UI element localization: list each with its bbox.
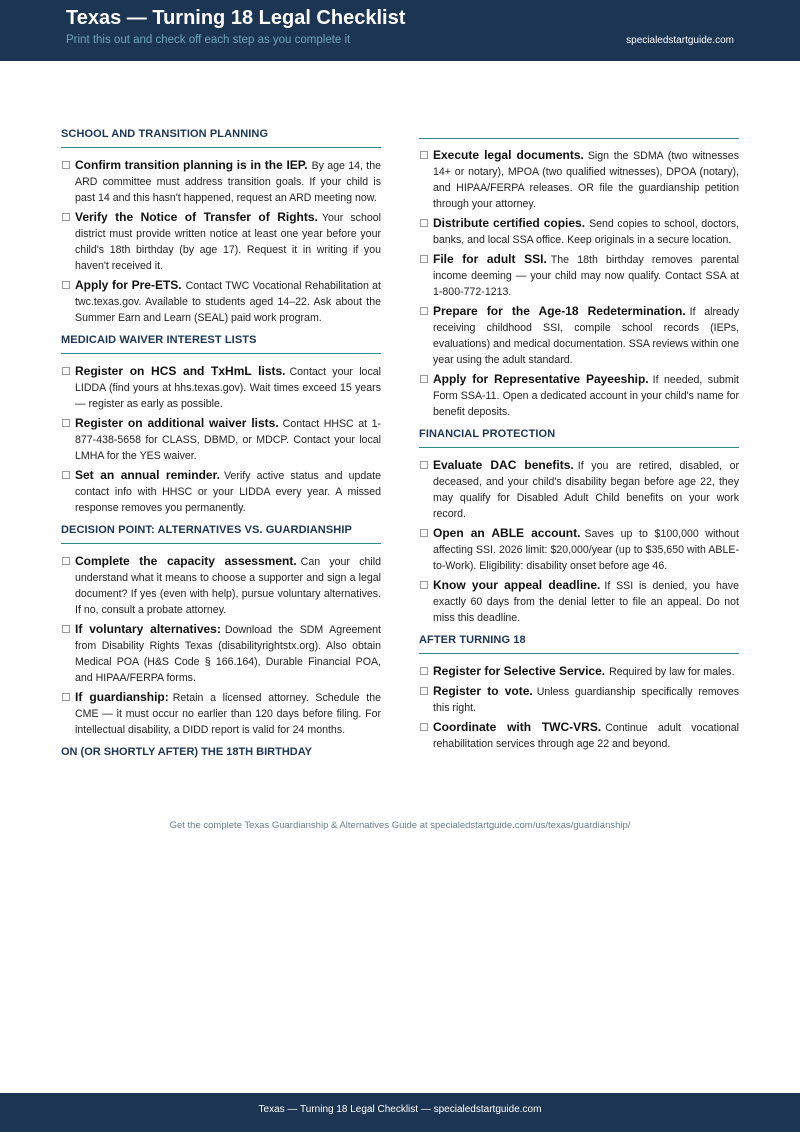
checkbox-icon[interactable] [420, 461, 428, 469]
item-description: By age 14, the ARD committee must address transition goals. If your child is past 14 and this hasn't happened, request an ARD meeting now. [75, 160, 381, 204]
item-description: Send copies to school, doctors, banks, and local SSA office. Keep originals in a secure location. [433, 218, 739, 246]
item-description: Contact HHSC at 1-877-438-5658 for CLASS, DBMD, or MDCP. Contact your local LMHA for the YES waiver. [75, 418, 381, 462]
item-description: If you are retired, disabled, or deceased, and your child's disability began before age 22, they may qualify for Disabled Adult Child benefits on your work record. [433, 460, 739, 520]
checkbox-icon[interactable] [62, 281, 70, 289]
section-title: FINANCIAL PROTECTION [419, 428, 739, 448]
item-description: Contact TWC Vocational Rehabilitation at twc.texas.gov. Available to students aged 14–22. Ask about the Summer Earn and Learn (SEAL) paid work program. [75, 280, 381, 324]
checkbox-icon[interactable] [420, 375, 428, 383]
page-title: Texas — Turning 18 Legal Checklist [66, 7, 406, 29]
checkbox-icon[interactable] [62, 419, 70, 427]
item-description: If already receiving childhood SSI, compile school records (IEPs, evaluations) and medical documentation. SSA reviews within one year using the adult standard. [433, 306, 739, 366]
item-heading: Open an ABLE account. [433, 526, 581, 540]
page-header [0, 0, 800, 61]
checklist-item [61, 277, 381, 326]
item-heading: File for adult SSI. [433, 252, 547, 266]
section-title: ON (OR SHORTLY AFTER) THE 18TH BIRTHDAY [61, 746, 312, 758]
item-heading: Apply for Pre-ETS. [75, 278, 182, 292]
checklist-item [419, 683, 739, 716]
item-heading: Apply for Representative Payeeship. [433, 372, 649, 386]
checkbox-icon[interactable] [420, 219, 428, 227]
checkbox-icon[interactable] [420, 667, 428, 675]
guide-link[interactable]: Get the complete Texas Guardianship & Alternatives Guide at specialedstartguide.com/us/texas/guardianship/ [169, 820, 631, 831]
checkbox-icon[interactable] [62, 557, 70, 565]
checklist-item [61, 157, 381, 206]
item-heading: Set an annual reminder. [75, 468, 220, 482]
checklist-section [61, 334, 381, 516]
section-divider [419, 138, 739, 139]
checklist-section [419, 147, 739, 420]
checklist-item [419, 577, 739, 626]
item-heading: Register for Selective Service. [433, 664, 606, 678]
item-description: Can your child understand what it means to choose a supporter and sign a legal document? If yes (even with help), pursue voluntary alternatives. If no, consult a probate attorney. [75, 556, 381, 616]
checklist-item [419, 525, 739, 574]
item-description: Sign the SDMA (two witnesses 14+ or notary), MPOA (two qualified witnesses), DPOA (notary), and HIPAA/FERPA releases. OR file the guardianship petition through your attorney. [433, 150, 739, 210]
left-column [61, 128, 381, 758]
checkbox-icon[interactable] [420, 687, 428, 695]
item-heading: Know your appeal deadline. [433, 578, 601, 592]
right-column [419, 126, 739, 760]
checkbox-icon[interactable] [420, 529, 428, 537]
checklist-item [61, 363, 381, 412]
checklist-item [419, 371, 739, 420]
checklist-item [419, 147, 739, 212]
item-heading: Evaluate DAC benefits. [433, 458, 574, 472]
checkbox-icon[interactable] [62, 213, 70, 221]
item-heading: Verify the Notice of Transfer of Rights. [75, 210, 318, 224]
checklist-item [61, 209, 381, 274]
checklist-section [419, 634, 739, 752]
item-description: Unless guardianship specifically removes this right. [433, 686, 740, 714]
section-title: SCHOOL AND TRANSITION PLANNING [61, 128, 381, 148]
checkbox-icon[interactable] [420, 151, 428, 159]
item-heading: Confirm transition planning is in the IEP. [75, 158, 308, 172]
page-subtitle: Print this out and check off each step as you complete it [66, 34, 351, 46]
item-heading: If voluntary alternatives: [75, 622, 221, 636]
checklist-item [419, 251, 739, 300]
checklist-item [61, 621, 381, 686]
item-description: If SSI is denied, you have exactly 60 days from the denial letter to file an appeal. Do not miss this deadline. [433, 580, 739, 624]
section-title: MEDICAID WAIVER INTEREST LISTS [61, 334, 381, 354]
page-footer [0, 1093, 800, 1132]
item-description: Retain a licensed attorney. Schedule the CME — it must occur no earlier than 120 days before filing. For intellectual disability, a DIDD report is valid for 24 months. [75, 692, 382, 736]
checklist-item [61, 553, 381, 618]
item-description: Contact your local LIDDA (find yours at hhs.texas.gov). Wait times exceed 15 years — register as early as possible. [75, 366, 381, 410]
checklist-section [61, 524, 381, 738]
checklist-item [61, 689, 381, 738]
item-description: Continue adult vocational rehabilitation services through age 22 and beyond. [433, 722, 740, 750]
checklist-item [419, 719, 739, 752]
item-description: If needed, submit Form SSA-11. Open a dedicated account in your child's name for benefit deposits. [433, 374, 739, 418]
checkbox-icon[interactable] [62, 693, 70, 701]
item-description: Download the SDM Agreement from Disability Rights Texas (disabilityrightstx.org). Also obtain Medical POA (H&S Code § 166.164), Durable Financial POA, and HIPAA/FERPA forms. [75, 624, 381, 684]
checklist-item [419, 215, 739, 248]
checklist-section [61, 128, 381, 326]
item-description: Required by law for males. [609, 666, 735, 678]
checkbox-icon[interactable] [62, 161, 70, 169]
footer-text: Texas — Turning 18 Legal Checklist — specialedstartguide.com [258, 1104, 542, 1115]
item-heading: Register on additional waiver lists. [75, 416, 279, 430]
checkbox-icon[interactable] [420, 307, 428, 315]
checklist-item [419, 663, 739, 680]
item-description: Verify active status and update contact info with HHSC or your LIDDA every year. A missed response removes you permanently. [75, 470, 381, 514]
checklist-item [61, 415, 381, 464]
checkbox-icon[interactable] [420, 581, 428, 589]
item-heading: Prepare for the Age-18 Redetermination. [433, 304, 686, 318]
checklist-section [419, 428, 739, 626]
checkbox-icon[interactable] [420, 255, 428, 263]
checklist-item [419, 457, 739, 522]
checkbox-icon[interactable] [62, 471, 70, 479]
checkbox-icon[interactable] [62, 625, 70, 633]
item-heading: Register to vote. [433, 684, 533, 698]
item-heading: Complete the capacity assessment. [75, 554, 297, 568]
item-heading: Register on HCS and TxHmL lists. [75, 364, 286, 378]
section-title: AFTER TURNING 18 [419, 634, 739, 654]
checklist-item [61, 467, 381, 516]
item-heading: Execute legal documents. [433, 148, 584, 162]
checklist-item [419, 303, 739, 368]
checkbox-icon[interactable] [420, 723, 428, 731]
section-title: DECISION POINT: ALTERNATIVES VS. GUARDIANSHIP [61, 524, 381, 544]
checkbox-icon[interactable] [62, 367, 70, 375]
item-description: Saves up to $100,000 without affecting SSI. 2026 limit: $20,000/year (up to $35,650 with ABLE-to-Work). Eligibility: disability onset before age 46. [433, 528, 739, 572]
item-heading: If guardianship: [75, 690, 169, 704]
item-heading: Distribute certified copies. [433, 216, 586, 230]
item-description: The 18th birthday removes parental income deeming — your child may now qualify. Contact SSA at 1-800-772-1213. [433, 254, 739, 298]
item-heading: Coordinate with TWC-VRS. [433, 720, 602, 734]
header-site-link[interactable]: specialedstartguide.com [626, 35, 734, 46]
item-description: Your school district must provide written notice at least one year before your child's 18th birthday (by age 17). Request it in writing if you haven't received it. [75, 212, 381, 272]
